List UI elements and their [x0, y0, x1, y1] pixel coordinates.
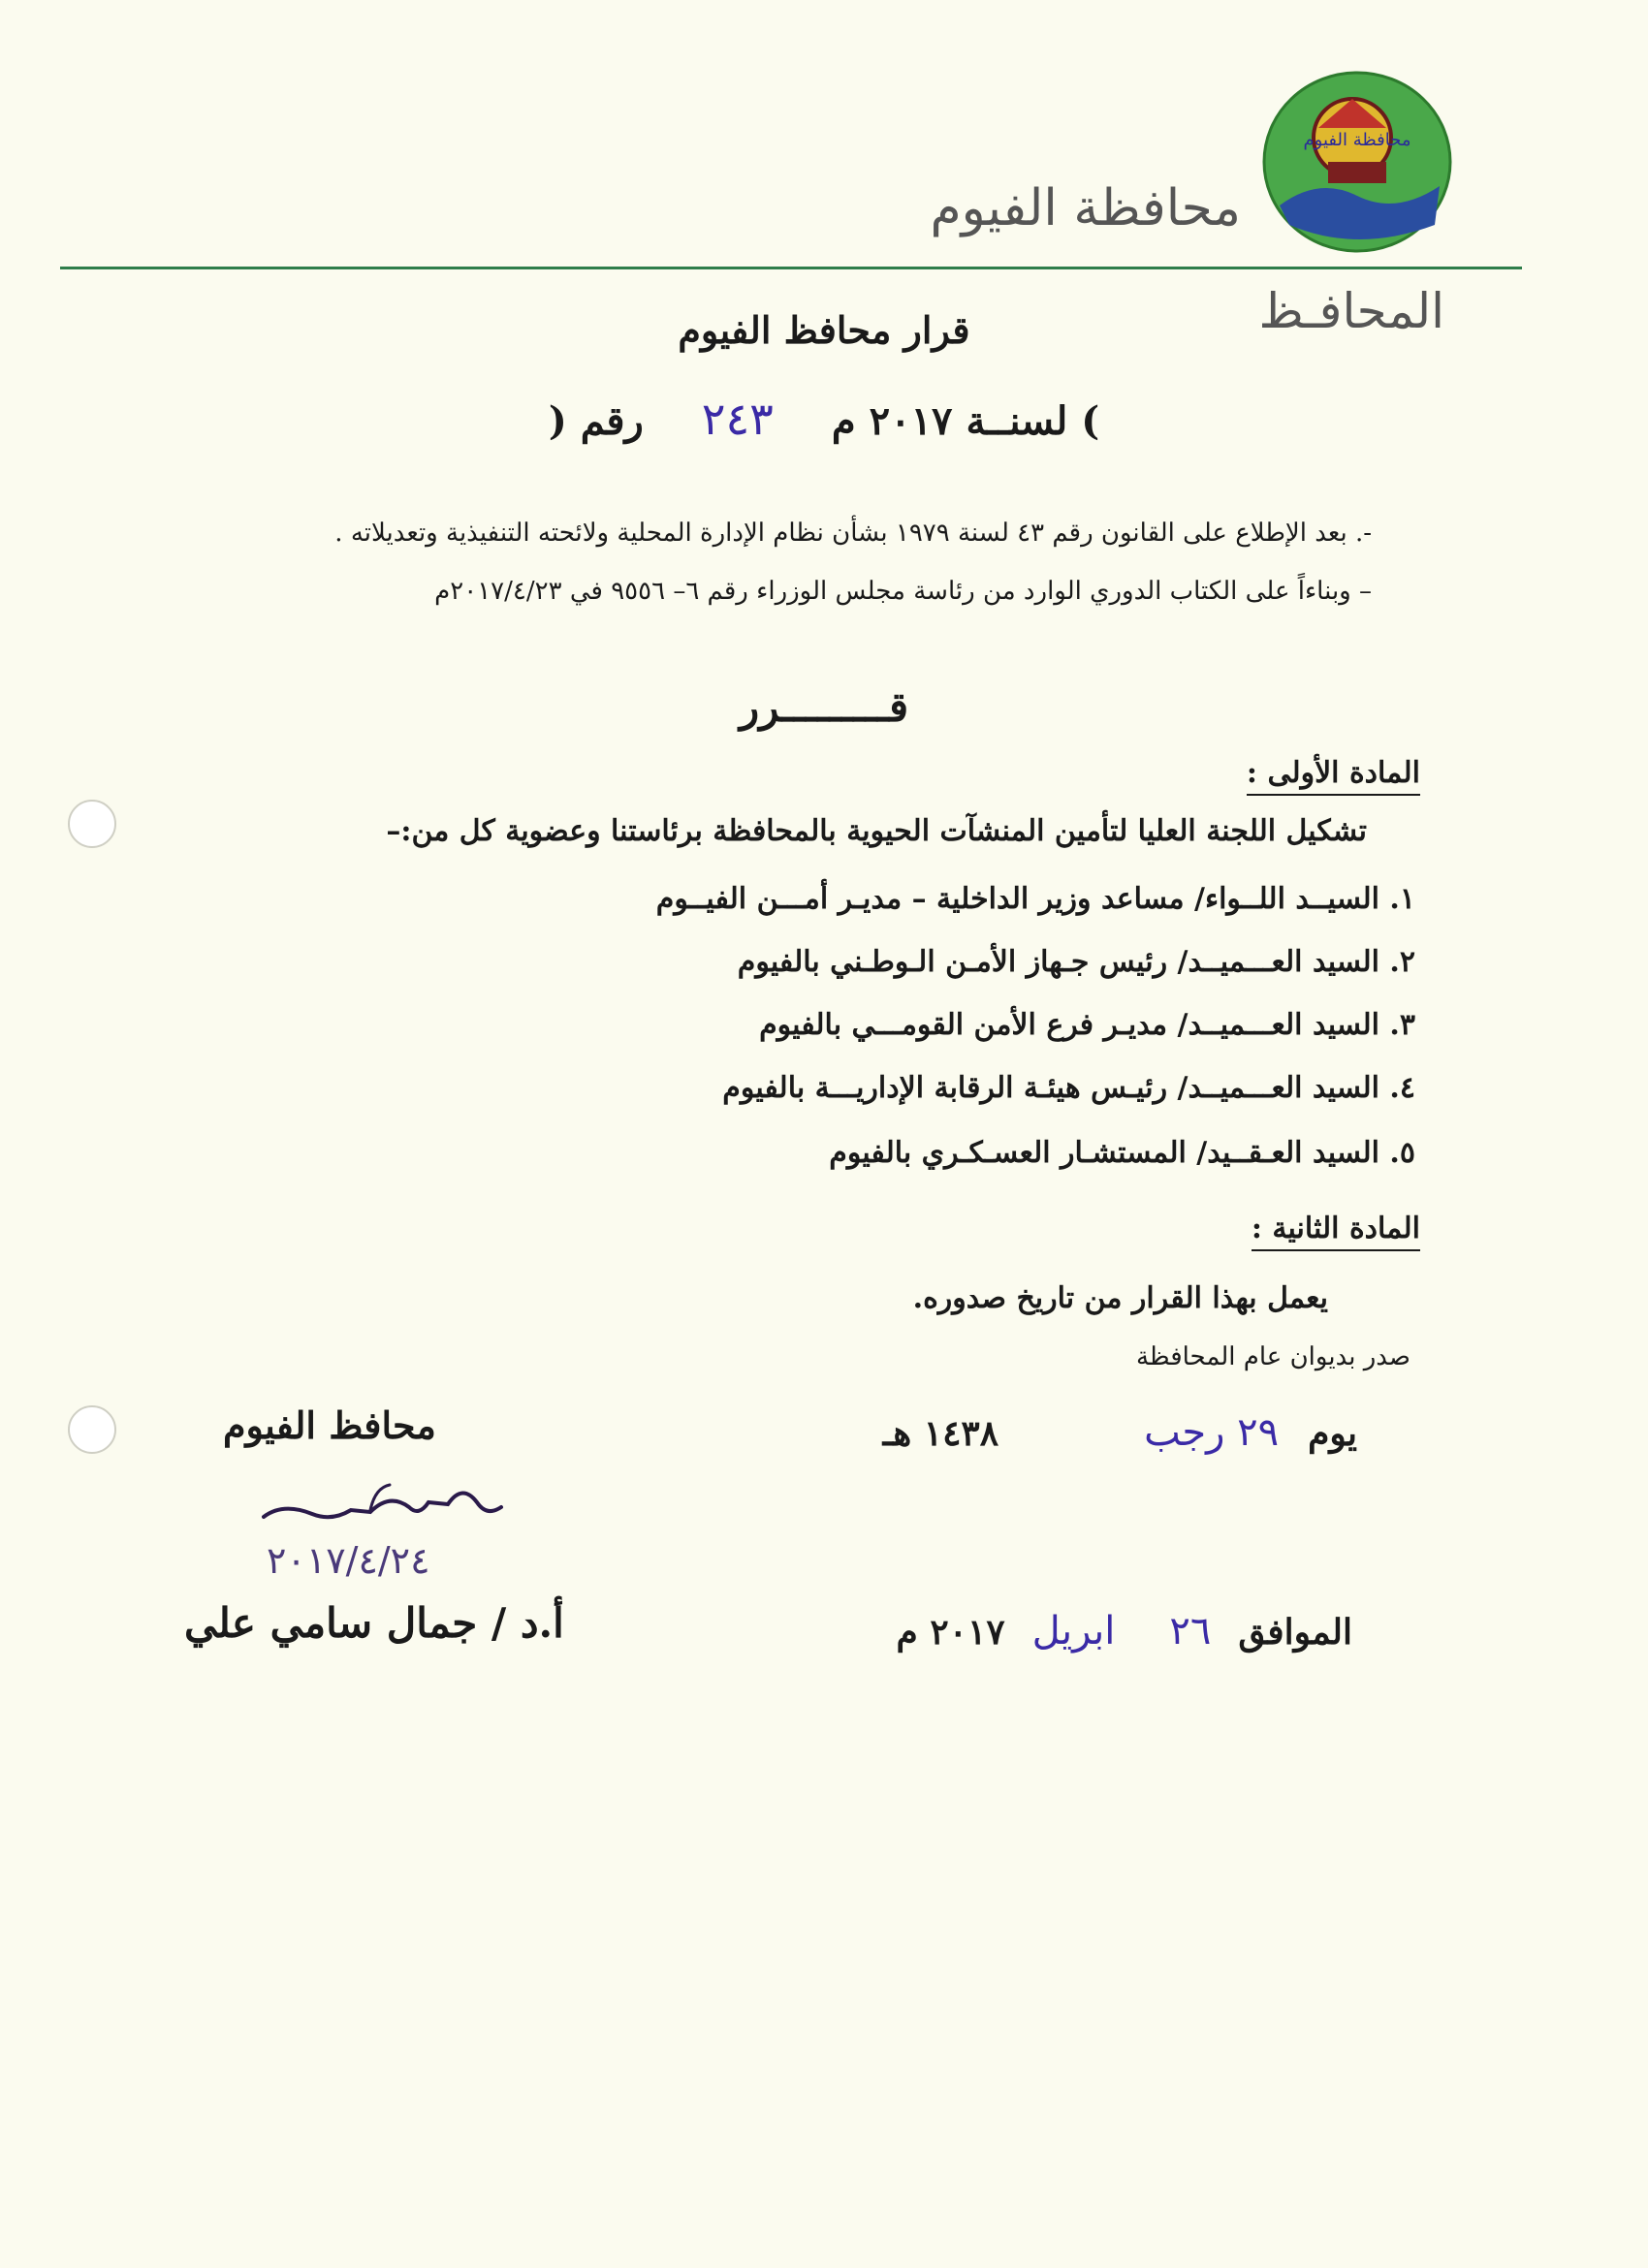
header-divider	[60, 267, 1522, 269]
handwritten-signature	[254, 1473, 516, 1541]
committee-member: ٤. السيد العـــميــد/ رئيـس هيئـة الرقابة الإداريـــة بالفيوم	[722, 1071, 1415, 1105]
issued-at: صدر بديوان عام المحافظة	[1135, 1342, 1410, 1371]
decision-number-line	[0, 393, 1648, 445]
decision-number-suffix: ) لسنــة ٢٠١٧ م	[831, 398, 1100, 444]
committee-member: ٢. السيد العـــميــد/ رئيس جـهاز الأمـن الـوطـني بالفيوم	[737, 945, 1415, 979]
governorate-logo	[1260, 70, 1454, 254]
gregorian-day-handwritten: ٢٦	[1169, 1609, 1212, 1654]
committee-member: ٥. السيد العـقــيد/ المستشـار العسـكـري بالفيوم	[829, 1136, 1415, 1170]
signatory-name: أ.د / جمال سامي علي	[184, 1599, 564, 1647]
punch-hole	[68, 1405, 116, 1454]
decreed-heading: قـــــــــرر	[739, 683, 909, 731]
signatory-title: محافظ الفيوم	[223, 1403, 436, 1447]
gregorian-date-label: الموافق	[1238, 1612, 1352, 1653]
preamble-clause: – وبناءاً على الكتاب الدوري الوارد من رئاسة مجلس الوزراء رقم ٦– ٩٥٥٦ في ٢٠١٧/٤/٢٣م	[434, 577, 1372, 606]
committee-member: ١. السيــد اللــواء/ مساعد وزير الداخلية – مديـر أمـــن الفيــوم	[655, 882, 1415, 916]
decision-number-handwritten: ٢٤٣	[701, 393, 774, 445]
governorate-name: محافظة الفيوم	[930, 179, 1241, 237]
article-1-body: تشكيل اللجنة العليا لتأمين المنشآت الحيوية بالمحافظة برئاستنا وعضوية كل من:–	[386, 814, 1367, 848]
gregorian-date-line	[896, 1609, 1352, 1654]
preamble-clause: -. بعد الإطلاع على القانون رقم ٤٣ لسنة ١٩٧٩ بشأن نظام الإدارة المحلية ولائحته التنفيذية وتعديلاته .	[334, 519, 1372, 548]
gregorian-month-handwritten: ابريل	[1031, 1609, 1116, 1654]
article-2-heading: المادة الثانية :	[1252, 1212, 1420, 1251]
gregorian-year: ٢٠١٧ م	[896, 1612, 1005, 1653]
punch-hole	[68, 800, 116, 848]
svg-text:محافظة الفيوم: محافظة الفيوم	[1303, 130, 1411, 150]
office-title: المحافـظ	[1258, 283, 1444, 339]
article-1-heading: المادة الأولى :	[1247, 756, 1420, 796]
article-2-body: يعمل بهذا القرار من تاريخ صدوره.	[912, 1281, 1328, 1315]
hijri-date-line	[883, 1410, 1357, 1455]
hijri-date-label: يوم	[1308, 1413, 1357, 1454]
hijri-year: ١٤٣٨ هـ	[882, 1413, 999, 1454]
hijri-date-handwritten: ٢٩ رجب	[1144, 1410, 1280, 1455]
decision-title: قرار محافظ الفيوم	[678, 308, 970, 352]
decision-number-prefix: رقم (	[548, 398, 644, 444]
signature-date: ٢٠١٧/٤/٢٤	[267, 1539, 430, 1582]
committee-member: ٣. السيد العـــميــد/ مديـر فرع الأمن القومـــي بالفيوم	[759, 1008, 1415, 1042]
